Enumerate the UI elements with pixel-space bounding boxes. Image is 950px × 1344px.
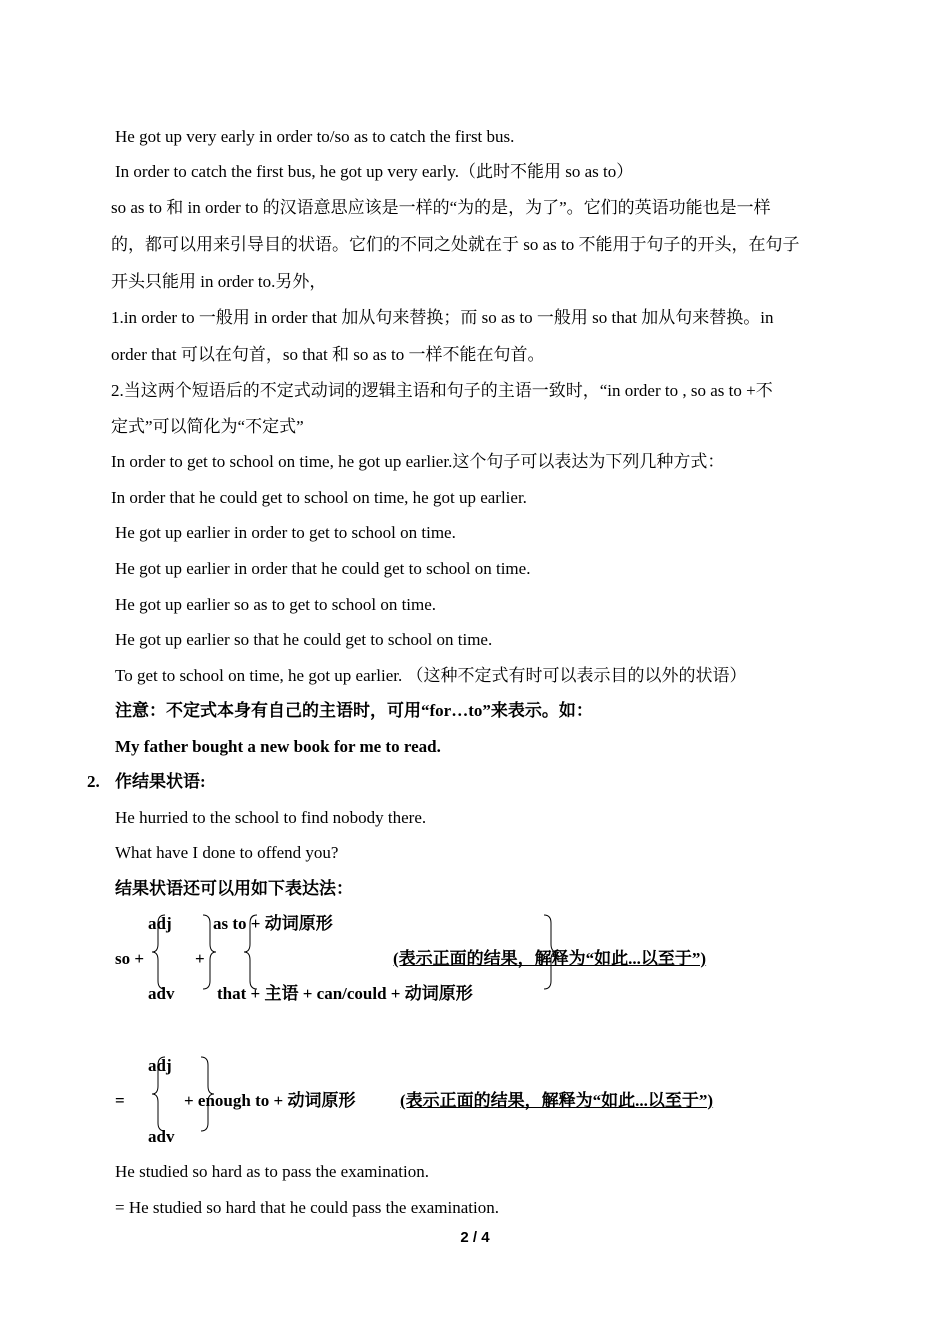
formula-that: that + 主语 + can/could + 动词原形 xyxy=(217,984,473,1003)
formula-note: (表示正面的结果，解释为“如此...以至于”) xyxy=(393,949,707,968)
text-line: He got up very early in order to/so as to catch the first bus. xyxy=(115,127,515,146)
page-number: 2 / 4 xyxy=(460,1229,490,1246)
text-line: He got up earlier in order that he could get to school on time. xyxy=(115,559,531,578)
formula-adj: adj xyxy=(148,914,172,933)
text-line: 结果状语还可以用如下表达法： xyxy=(115,879,353,898)
text-line: = He studied so hard that he could pass the examination. xyxy=(115,1198,499,1217)
left-brace-icon xyxy=(150,913,168,991)
formula-so: so + xyxy=(115,949,145,968)
text-line: He hurried to the school to find nobody there. xyxy=(115,808,427,827)
text-line: He got up earlier in order to get to school on time. xyxy=(115,523,456,542)
text-line: 的，都可以用来引导目的状语。它们的不同之处就在于 so as to 不能用于句子的开头，在句子 xyxy=(111,235,800,254)
formula-equals: = xyxy=(115,1091,125,1110)
text-line: 2.当这两个短语后的不定式动词的逻辑主语和句子的主语一致时，“in order to , so as to +不 xyxy=(111,381,773,400)
formula-as-to: as to + 动词原形 xyxy=(213,914,333,933)
right-brace-icon xyxy=(198,1055,216,1133)
section-title: 作结果状语: xyxy=(115,772,206,791)
text-line: In order that he could get to school on time, he got up earlier. xyxy=(111,488,527,507)
text-line: In order to catch the first bus, he got up very early.（此时不能用 so as to） xyxy=(115,162,634,181)
formula-note: (表示正面的结果，解释为“如此...以至于”) xyxy=(400,1091,714,1110)
section-number: 2. xyxy=(87,772,100,791)
text-line: 定式”可以简化为“不定式” xyxy=(111,417,304,436)
text-line: 开头只能用 in order to.另外， xyxy=(111,272,327,291)
text-line: so as to 和 in order to 的汉语意思应该是一样的“为的是，为了”。它们的英语功能也是一样 xyxy=(111,198,771,217)
text-line: He got up earlier so that he could get to school on time. xyxy=(115,630,493,649)
text-line: 1.in order to 一般用 in order that 加从句来替换；而 so as to 一般用 so that 加从句来替换。in xyxy=(111,308,774,327)
text-line: What have I done to offend you? xyxy=(115,843,339,862)
text-line: He studied so hard as to pass the examination. xyxy=(115,1162,429,1181)
right-brace-icon xyxy=(200,913,218,991)
left-brace-icon xyxy=(150,1055,168,1133)
left-brace-icon xyxy=(242,913,260,991)
text-line: He got up earlier so as to get to school on time. xyxy=(115,595,437,614)
right-brace-icon xyxy=(541,913,559,991)
formula-adv: adv xyxy=(148,984,175,1003)
formula-adv: adv xyxy=(148,1127,175,1146)
formula-enough-to: + enough to + 动词原形 xyxy=(184,1091,356,1110)
text-line: In order to get to school on time, he got up earlier.这个句子可以表达为下列几种方式： xyxy=(111,452,725,471)
formula-adj: adj xyxy=(148,1056,172,1075)
text-line: order that 可以在句首，so that 和 so as to 一样不能在句首。 xyxy=(111,345,545,364)
text-line: To get to school on time, he got up earlier. （这种不定式有时可以表示目的以外的状语） xyxy=(115,666,747,685)
note-example: My father bought a new book for me to read. xyxy=(115,737,441,756)
note-line: 注意：不定式本身有自己的主语时，可用“for…to”来表示。如： xyxy=(115,701,593,720)
formula-plus: + xyxy=(195,949,205,968)
